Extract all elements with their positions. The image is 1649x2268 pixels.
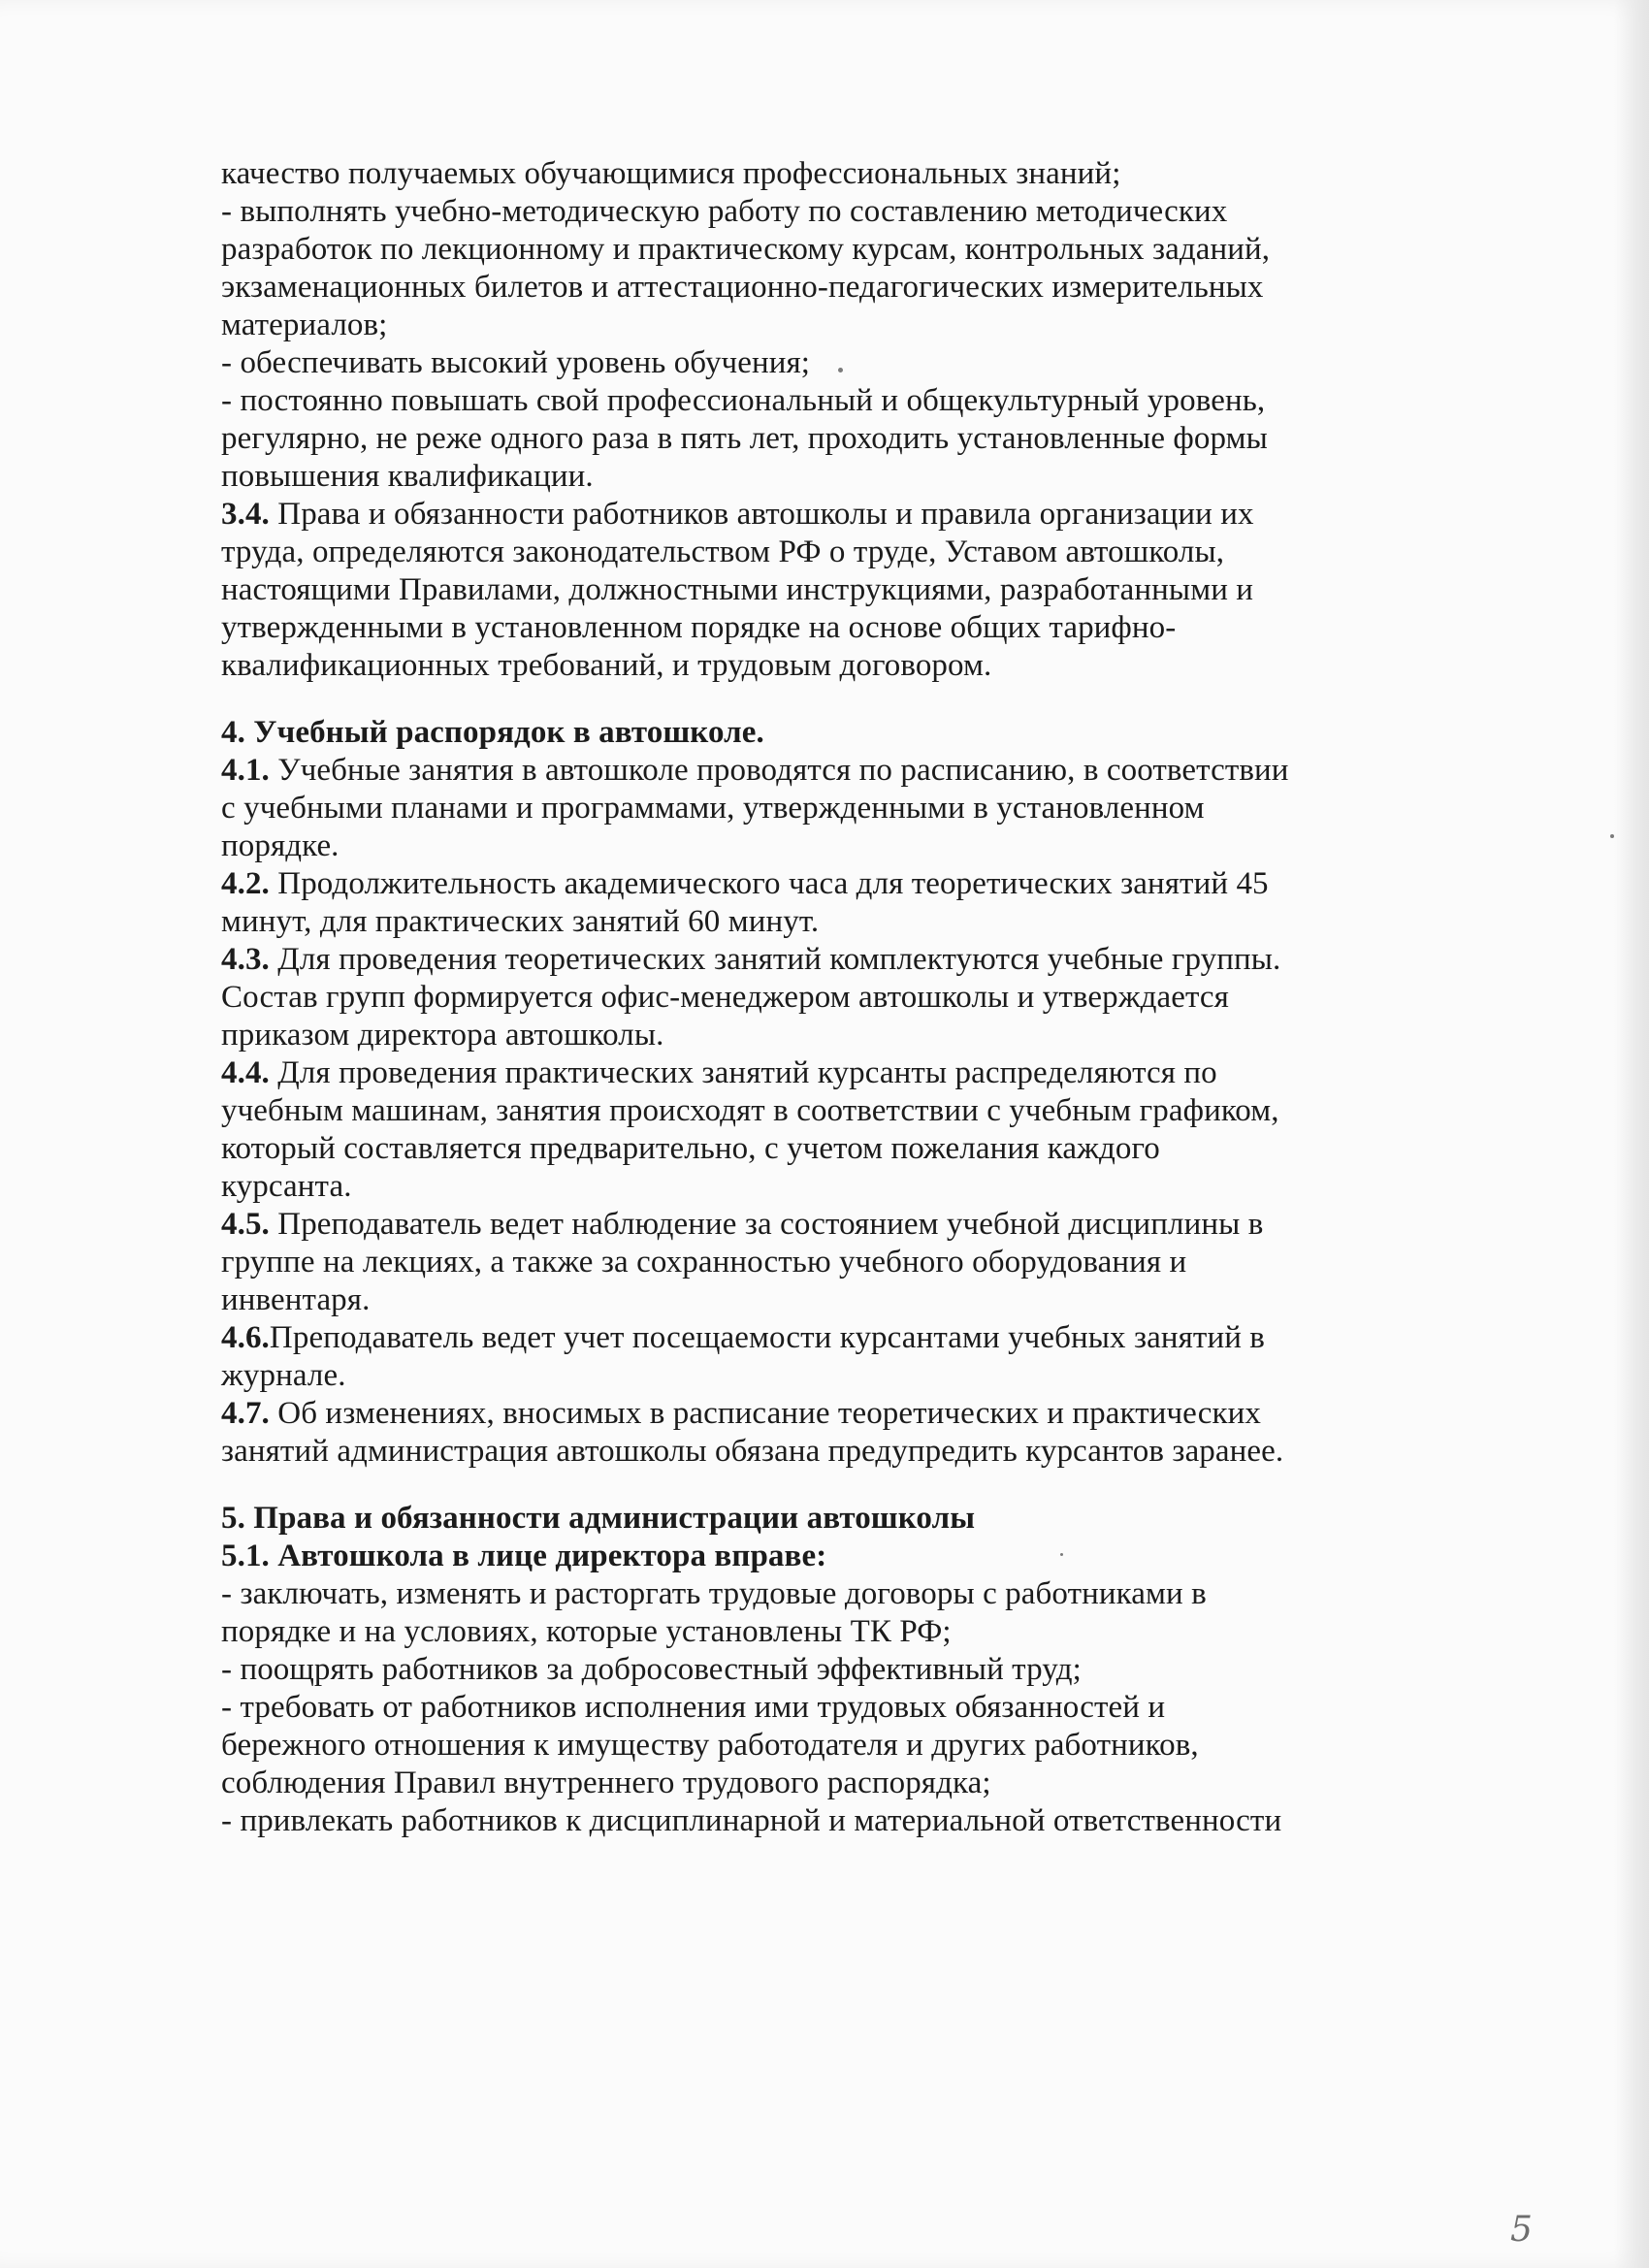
text-line: порядке и на условиях, которые установлены ТК РФ;	[221, 1614, 952, 1649]
text-line: - привлекать работников к дисциплинарной и материальной ответственности	[221, 1803, 1282, 1838]
text-line: качество получаемых обучающимися профессиональных знаний;	[221, 156, 1121, 191]
clause-4-1	[221, 752, 1482, 790]
document-text	[221, 155, 1482, 1840]
text-line: с учебными планами и программами, утвержденными в установленном	[221, 791, 1205, 826]
section-4-heading: 4. Учебный распорядок в автошколе.	[221, 715, 764, 750]
clause-text: Продолжительность академического часа для теоретических занятий 45	[269, 866, 1269, 901]
clause-number: 3.4.	[221, 497, 270, 532]
text-line: минут, для практических занятий 60 минут.	[221, 904, 820, 939]
clause-3-4	[221, 496, 1482, 534]
text-line: экзаменационных билетов и аттестационно-педагогических измерительных	[221, 270, 1264, 305]
text-line: материалов;	[221, 308, 388, 342]
text-line: занятий администрация автошколы обязана предупредить курсантов заранее.	[221, 1434, 1284, 1469]
clause-number: 4.4.	[221, 1055, 270, 1090]
clause-text: Права и обязанности работников автошколы и правила организации их	[269, 497, 1254, 532]
paragraph-gap	[221, 1471, 1482, 1500]
text-line: - требовать от работников исполнения ими трудовых обязанностей и	[221, 1690, 1166, 1725]
text-line: бережного отношения к имуществу работодателя и других работников,	[221, 1728, 1199, 1763]
text-line: - выполнять учебно-методическую работу по составлению методических	[221, 194, 1228, 229]
text-line: труда, определяются законодательством РФ о труде, Уставом автошколы,	[221, 535, 1225, 569]
text-line: учебным машинам, занятия происходят в соответствии с учебным графиком,	[221, 1093, 1279, 1128]
clause-text: Об изменениях, вносимых в расписание теоретических и практических	[269, 1396, 1261, 1431]
clause-4-2	[221, 865, 1482, 903]
clause-4-4	[221, 1054, 1482, 1092]
text-line: разработок по лекционному и практическому курсам, контрольных заданий,	[221, 232, 1271, 267]
scan-speck	[838, 368, 843, 373]
clause-text: Преподаватель ведет учет посещаемости курсантами учебных занятий в	[269, 1320, 1265, 1355]
clause-4-7	[221, 1395, 1482, 1433]
text-line: повышения квалификации.	[221, 459, 594, 494]
scan-edge-shadow	[1614, 0, 1649, 2268]
clause-number: 4.7.	[221, 1396, 270, 1431]
clause-4-3	[221, 941, 1482, 979]
text-line: - обеспечивать высокий уровень обучения;	[221, 345, 811, 380]
text-line: - постоянно повышать свой профессиональный и общекультурный уровень,	[221, 383, 1266, 418]
text-line: группе на лекциях, а также за сохранностью учебного оборудования и	[221, 1245, 1187, 1280]
paragraph-gap	[221, 685, 1482, 714]
text-line: который составляется предварительно, с учетом пожелания каждого	[221, 1131, 1160, 1166]
clause-number: 4.3.	[221, 942, 270, 977]
text-line: - заключать, изменять и расторгать трудовые договоры с работниками в	[221, 1576, 1207, 1611]
scan-speck	[1610, 834, 1614, 838]
clause-number: 4.6.	[221, 1320, 270, 1355]
clause-text: Преподаватель ведет наблюдение за состоянием учебной дисциплины в	[269, 1207, 1264, 1242]
clause-text: Для проведения практических занятий курсанты распределяются по	[269, 1055, 1217, 1090]
scan-speck	[1060, 1553, 1063, 1556]
clause-4-6	[221, 1319, 1482, 1357]
page-number: 5	[1510, 2210, 1533, 2250]
text-line: настоящими Правилами, должностными инструкциями, разработанными и	[221, 572, 1254, 607]
text-line: соблюдения Правил внутреннего трудового распорядка;	[221, 1766, 991, 1800]
text-line: порядке.	[221, 828, 340, 863]
text-line: приказом директора автошколы.	[221, 1018, 664, 1053]
text-line: утвержденными в установленном порядке на основе общих тарифно-	[221, 610, 1177, 645]
text-line: журнале.	[221, 1358, 346, 1393]
text-line: Состав групп формируется офис-менеджером автошколы и утверждается	[221, 980, 1229, 1015]
clause-number: 4.5.	[221, 1207, 270, 1242]
clause-number: 4.1.	[221, 753, 270, 788]
section-5-heading: 5. Права и обязанности администрации автошколы	[221, 1501, 976, 1536]
text-line: квалификационных требований, и трудовым договором.	[221, 648, 992, 683]
text-line: инвентаря.	[221, 1282, 371, 1317]
text-line: - поощрять работников за добросовестный эффективный труд;	[221, 1652, 1082, 1687]
clause-text: Для проведения теоретических занятий комплектуются учебные группы.	[269, 942, 1281, 977]
section-5-1-heading: 5.1. Автошкола в лице директора вправе:	[221, 1539, 827, 1573]
text-line: регулярно, не реже одного раза в пять лет, проходить установленные формы	[221, 421, 1268, 456]
clause-4-5	[221, 1206, 1482, 1244]
clause-number: 4.2.	[221, 866, 270, 901]
text-line: курсанта.	[221, 1169, 352, 1204]
clause-text: Учебные занятия в автошколе проводятся по расписанию, в соответствии	[269, 753, 1289, 788]
